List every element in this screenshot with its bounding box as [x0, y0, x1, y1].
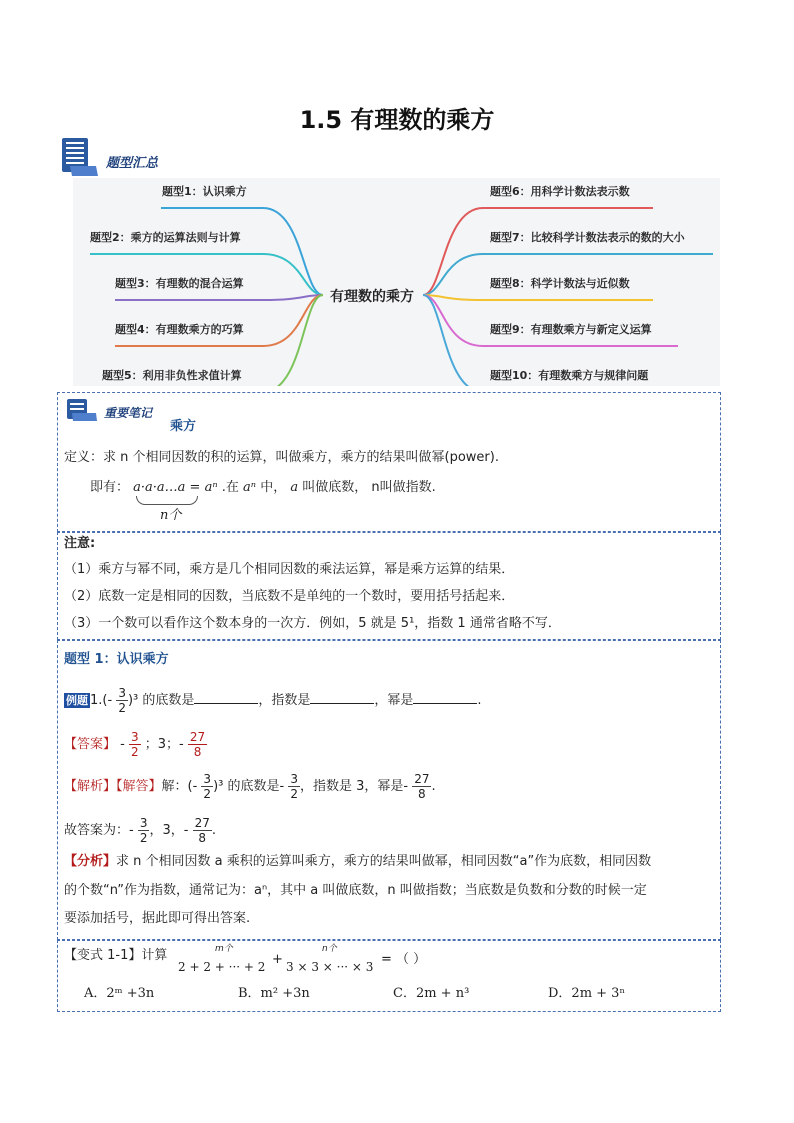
answer-line [64, 730, 207, 759]
option-c[interactable]: C．2m + n³ [393, 986, 470, 1001]
answer-label: 【答案】 [64, 737, 117, 752]
option-a[interactable]: A．2ᵐ +3n [84, 986, 155, 1001]
so-b: ，3，- [149, 823, 189, 838]
notes-definition: 定义：求 n 个相同因数的积的运算，叫做乘方，乘方的结果叫做幂(power). [64, 450, 499, 465]
variant-over-m: m个 [215, 944, 233, 954]
mindmap-item-right: 题型9：有理数乘方与新定义运算 [490, 323, 652, 336]
q-end: . [477, 693, 482, 708]
formula-a: a [290, 480, 299, 495]
mindmap-item-left: 题型5：利用非负性求值计算 [102, 369, 242, 382]
mindmap-branch-right [423, 295, 653, 300]
mindmap-item-right: 题型7：比较科学计数法表示的数的大小 [490, 231, 685, 244]
fenxi-1: 求 n 个相同因数 a 乘积的运算叫乘方，乘方的结果叫做幂，相同因数“a”作为底数，相同因数 [116, 854, 652, 869]
analysis-a: 解：(- [161, 779, 198, 794]
frac-num: 27 [194, 816, 210, 830]
answer-minus: - [120, 737, 125, 752]
variant-plus: + [272, 952, 283, 967]
section-tag: 题型汇总 [106, 156, 159, 171]
variant-expr-b: 3 × 3 × ··· × 3 [286, 960, 374, 974]
variant-expr-a: 2 + 2 + ··· + 2 [178, 960, 266, 974]
underbrace [136, 496, 198, 505]
notes-heading: 乘方 [170, 419, 197, 434]
attention-heading: 注意: [64, 536, 96, 551]
formula-prefix: 即有： [90, 480, 130, 495]
so-fraction [138, 816, 150, 845]
formula-suffix-1: .在 [221, 480, 239, 495]
variant-end: = （ ） [381, 952, 427, 967]
analysis-label: 【解析】【解答】 [64, 779, 162, 794]
analysis-line [64, 772, 436, 801]
analysis-b: )³ 的底数是- [213, 779, 285, 794]
q-pow: ，幂是 [374, 693, 414, 708]
mindmap-item-left: 题型3：有理数的混合运算 [115, 277, 244, 290]
frac-den: 2 [118, 701, 126, 715]
answer-fraction [188, 730, 207, 759]
so-line [64, 816, 216, 845]
formula-body: a·a·a…a = aⁿ [133, 480, 218, 495]
so-c: . [211, 823, 217, 838]
formula-suffix-2: 中， [260, 480, 287, 495]
analysis-fraction [201, 772, 213, 801]
q-fraction [116, 686, 128, 715]
notes-tag: 重要笔记 [104, 406, 153, 420]
attention-item: （3）一个数可以看作这个数本身的一次方．例如，5 就是 5¹，指数 1 通常省略不写． [64, 616, 561, 631]
analysis-c: ，指数是 3，幂是- [299, 779, 409, 794]
mindmap-center: 有理数的乘方 [330, 289, 414, 305]
page-title: 1.5 有理数的乘方 [299, 106, 495, 134]
frac-den: 8 [193, 745, 202, 759]
option-b[interactable]: B．m² +3n [238, 986, 310, 1001]
frac-num: 3 [290, 772, 298, 786]
answer-blank[interactable] [194, 691, 258, 704]
frac-den: 2 [139, 831, 148, 845]
formula-an: aⁿ [243, 480, 257, 495]
frac-num: 27 [414, 772, 430, 786]
mindmap-item-right: 题型10：有理数乘方与规律问题 [490, 369, 649, 382]
frac-den: 2 [290, 787, 298, 801]
frac-den: 2 [203, 787, 212, 801]
example-question [64, 686, 482, 715]
formula-suffix-3: 叫做底数， n叫做指数. [302, 480, 436, 495]
notes-formula [90, 478, 436, 498]
mindmap-branch-left [115, 295, 323, 300]
mindmap-item-left: 题型2：乘方的运算法则与计算 [90, 231, 241, 244]
example-number: 1. [90, 693, 103, 708]
notebook-icon [66, 397, 98, 423]
analysis-d: . [431, 779, 436, 794]
q-exp: ，指数是 [258, 693, 311, 708]
attention-item: （1）乘方与幂不同，乘方是几个相同因数的乘法运算，幂是乘方运算的结果． [64, 562, 515, 577]
mindmap-item-left: 题型4：有理数乘方的巧算 [115, 323, 244, 336]
option-d[interactable]: D．2m + 3ⁿ [548, 986, 626, 1001]
formula-n-count: n个 [160, 508, 182, 523]
variant-over-n: n个 [322, 944, 337, 954]
answer-mid: ；3；- [144, 737, 184, 752]
mindmap-item-left: 题型1：认识乘方 [162, 185, 247, 198]
answer-fraction [129, 730, 141, 759]
fenxi-line: 要添加括号，据此即可得出答案. [64, 911, 251, 926]
frac-den: 2 [131, 745, 139, 759]
frac-num: 3 [131, 730, 139, 744]
frac-num: 27 [189, 730, 206, 744]
analysis-fraction [288, 772, 300, 801]
so-a: 故答案为：- [64, 823, 134, 838]
q-open: (- [102, 693, 113, 708]
frac-num: 3 [203, 772, 212, 786]
mindmap-item-right: 题型6：用科学计数法表示数 [490, 185, 630, 198]
book-icon [60, 136, 100, 180]
fenxi-line [64, 852, 651, 872]
analysis-fraction [412, 772, 431, 801]
frac-num: 3 [139, 816, 148, 830]
type1-heading: 题型 1：认识乘方 [64, 652, 169, 667]
attention-item: （2）底数一定是相同的因数，当底数不是单纯的一个数时，要用括号括起来． [64, 589, 515, 604]
fenxi-label: 【分析】 [64, 854, 117, 869]
mindmap-item-right: 题型8：科学计数法与近似数 [490, 277, 630, 290]
answer-blank[interactable] [310, 691, 374, 704]
frac-den: 8 [198, 831, 207, 845]
frac-num: 3 [118, 686, 126, 700]
variant-label: 【变式 1-1】计算 [64, 948, 168, 963]
answer-blank[interactable] [413, 691, 477, 704]
q-close: )³ 的底数是 [127, 693, 195, 708]
so-fraction [193, 816, 212, 845]
fenxi-line: 的个数“n”作为指数，通常记为：aⁿ，其中 a 叫做底数，n 叫做指数；当底数是负数和分数的时候一定 [64, 883, 647, 898]
example-tag: 例题 [66, 694, 88, 707]
frac-den: 8 [418, 787, 426, 801]
